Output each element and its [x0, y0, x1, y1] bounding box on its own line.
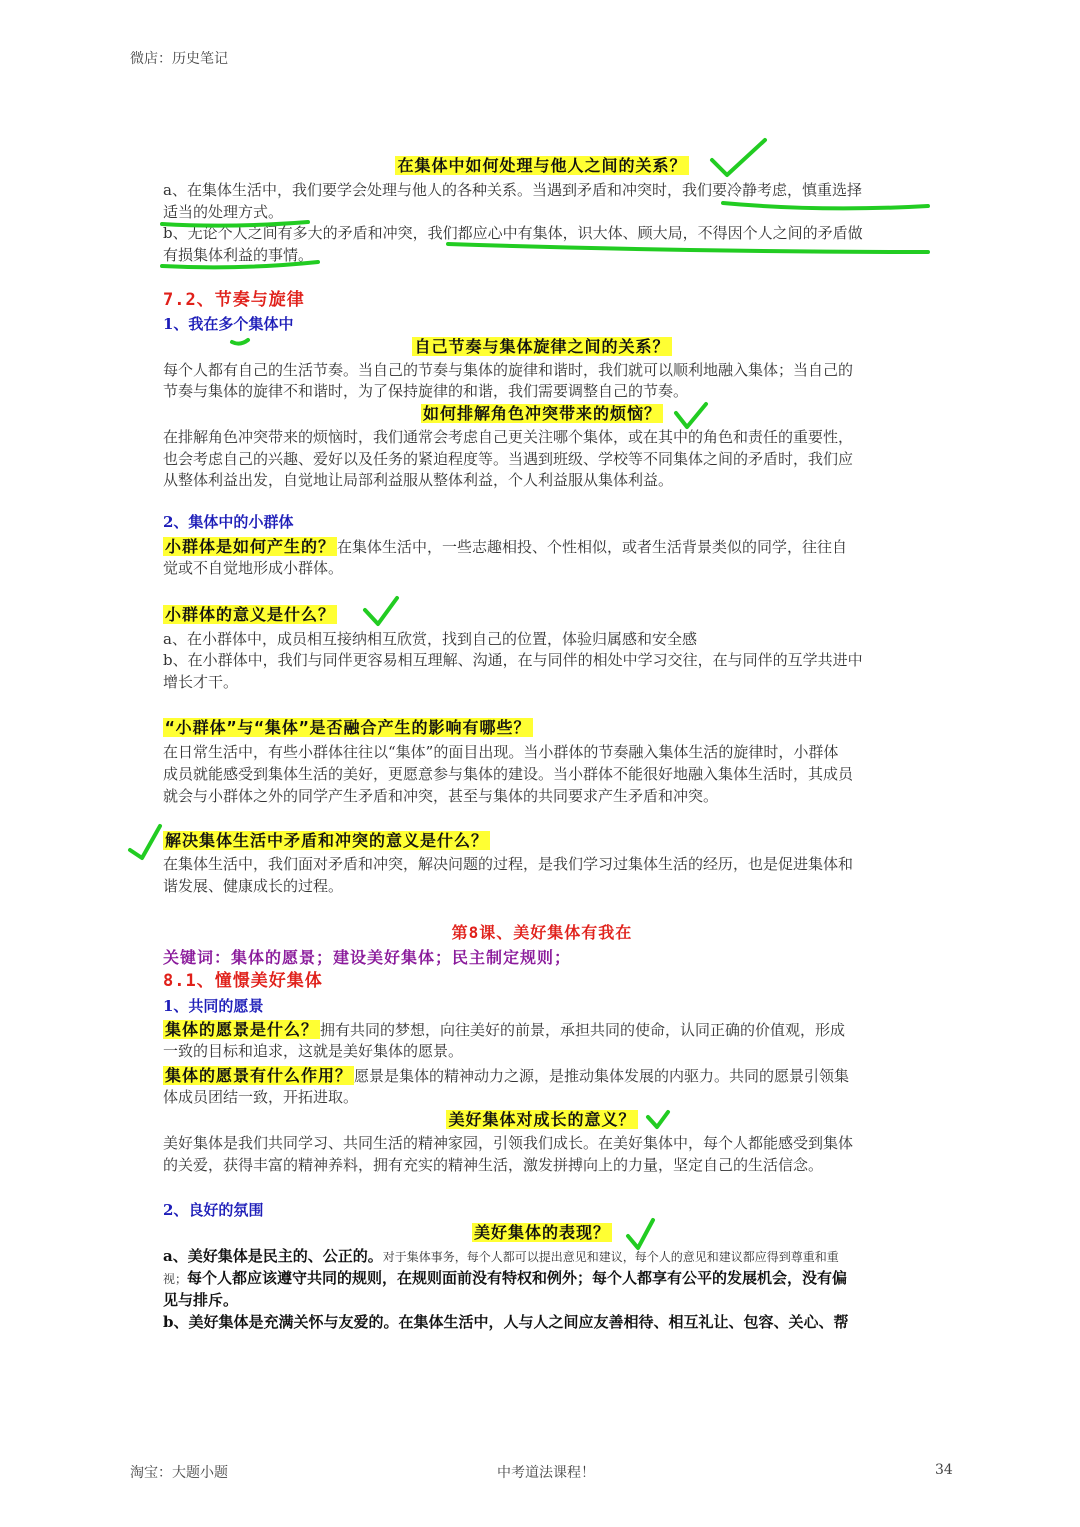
- paragraph-line: 集体的愿景有什么作用？ 愿景是集体的精神动力之源，是推动集体发展的内驱力。共同的愿景引领集: [165, 1066, 850, 1085]
- paragraph-line: 在排解角色冲突带来的烦恼时，我们通常会考虑自己更关注哪个集体，或在其中的角色和责任的重要性，: [163, 428, 854, 446]
- page-number: 34: [935, 1462, 953, 1478]
- paragraph-line: b、美好集体是充满关怀与友爱的。在集体生活中，人与人之间应友善相待、相互礼让、包容、关心、帮: [163, 1313, 849, 1331]
- section-question: 在集体中如何处理与他人之间的关系？: [397, 156, 687, 175]
- subsection-heading: 2、良好的氛围: [163, 1201, 264, 1219]
- paragraph-line: 在集体生活中，我们面对矛盾和冲突，解决问题的过程，是我们学习过集体生活的经历，也是促进集体和: [163, 855, 854, 873]
- paragraph-line: a、在小群体中，成员相互接纳相互欣赏，找到自己的位置，体验归属感和安全感: [163, 630, 697, 648]
- subsection-heading: 2、集体中的小群体: [163, 513, 294, 531]
- paragraph-line: 谐发展、健康成长的过程。: [163, 877, 344, 895]
- check-icon: [130, 826, 160, 858]
- header-shop: 微店：历史笔记: [130, 51, 228, 67]
- paragraph-line: 集体的愿景是什么？ 拥有共同的梦想，向往美好的前景，承担共同的使命，认同正确的价值观，形成: [165, 1020, 846, 1039]
- paragraph-line: b、在小群体中，我们与同伴更容易相互理解、沟通，在与同伴的相处中学习交往，在与同伴的互学共进中: [163, 651, 863, 669]
- paragraph-line: 从整体利益出发，自觉地让局部利益服从整体利益，个人利益服从集体利益。: [163, 471, 674, 489]
- paragraph-line: 觉或不自觉地形成小群体。: [163, 559, 344, 577]
- paragraph-line: 见与排斥。: [163, 1291, 239, 1309]
- question-heading: “小群体”与“集体”是否融合产生的影响有哪些？: [165, 718, 531, 737]
- paragraph-line: 视；每个人都应该遵守共同的规则，在规则面前没有特权和例外；每个人都享有公平的发展机会，没有偏: [163, 1269, 848, 1287]
- paragraph-line: 的关爱，获得丰富的精神养料，拥有充实的精神生活，激发拼搏向上的力量，坚定自己的生活信念。: [163, 1156, 824, 1174]
- subsection-heading: 1、我在多个集体中: [163, 315, 294, 333]
- paragraph-line: 在日常生活中，有些小群体往往以“集体”的面目出现。当小群体的节奏融入集体生活的旋律时，小群体: [163, 743, 839, 761]
- paragraph-line: 就会与小群体之外的同学产生矛盾和冲突，甚至与集体的共同要求产生矛盾和冲突。: [163, 787, 719, 805]
- question-heading: 美好集体对成长的意义？: [448, 1110, 636, 1129]
- section-heading: 8.1、憧憬美好集体: [163, 971, 323, 991]
- paragraph-line: 美好集体是我们共同学习、共同生活的精神家园，引领我们成长。在美好集体中，每个人都能感受到集体: [163, 1134, 854, 1152]
- paragraph-line: 有损集体利益的事情。: [163, 246, 314, 264]
- paragraph-line: b、无论个人之间有多大的矛盾和冲突，我们都应心中有集体，识大体、顾大局，不得因个人之间的矛盾做: [163, 224, 863, 242]
- paragraph-line: 每个人都有自己的生活节奏。当自己的节奏与集体的旋律和谐时，我们就可以顺利地融入集体；当自己的: [163, 361, 854, 379]
- question-heading: 自己节奏与集体旋律之间的关系？: [414, 337, 670, 356]
- section-heading: 7.2、节奏与旋律: [163, 290, 305, 310]
- subsection-heading: 1、共同的愿景: [163, 997, 264, 1015]
- paragraph-line: 适当的处理方式。: [163, 203, 284, 221]
- footer-shop: 淘宝：大题小题: [130, 1465, 228, 1481]
- paragraph-line: 增长才干。: [163, 673, 239, 691]
- paragraph-line: a、在集体生活中，我们要学会处理与他人的各种关系。当遇到矛盾和冲突时，我们要冷静考虑，慎重选择: [163, 181, 862, 199]
- paragraph-line: 节奏与集体的旋律不和谐时，为了保持旋律的和谐，我们需要调整自己的节奏。: [163, 382, 689, 400]
- paragraph-line: 也会考虑自己的兴趣、爱好以及任务的紧迫程度等。当遇到班级、学校等不同集体之间的矛盾时，我们应: [163, 450, 854, 468]
- lesson-title: 第8课、美好集体有我在: [451, 923, 633, 942]
- keywords: 关键词：集体的愿景；建设美好集体；民主制定规则；: [163, 948, 572, 967]
- paragraph-line: 体成员团结一致，开拓进取。: [163, 1088, 359, 1106]
- paragraph-line: 成员就能感受到集体生活的美好，更愿意参与集体的建设。当小群体不能很好地融入集体生活时，其成员: [163, 765, 854, 783]
- paragraph-line: 小群体是如何产生的？ 在集体生活中，一些志趣相投、个性相似，或者生活背景类似的同学，往往自: [165, 537, 848, 556]
- footer-course: 中考道法课程！: [497, 1465, 595, 1481]
- question-heading: 如何排解角色冲突带来的烦恼？: [422, 404, 661, 423]
- question-heading: 解决集体生活中矛盾和冲突的意义是什么？: [165, 831, 489, 850]
- question-heading: 小群体的意义是什么？: [165, 605, 336, 624]
- paragraph-line: 一致的目标和追求，这就是美好集体的愿景。: [163, 1042, 464, 1060]
- question-heading: 美好集体的表现？: [473, 1223, 610, 1242]
- paragraph-line: a、美好集体是民主的、公正的。对于集体事务，每个人都可以提出意见和建议，每个人的意见和建议都应得到尊重和重: [163, 1247, 839, 1265]
